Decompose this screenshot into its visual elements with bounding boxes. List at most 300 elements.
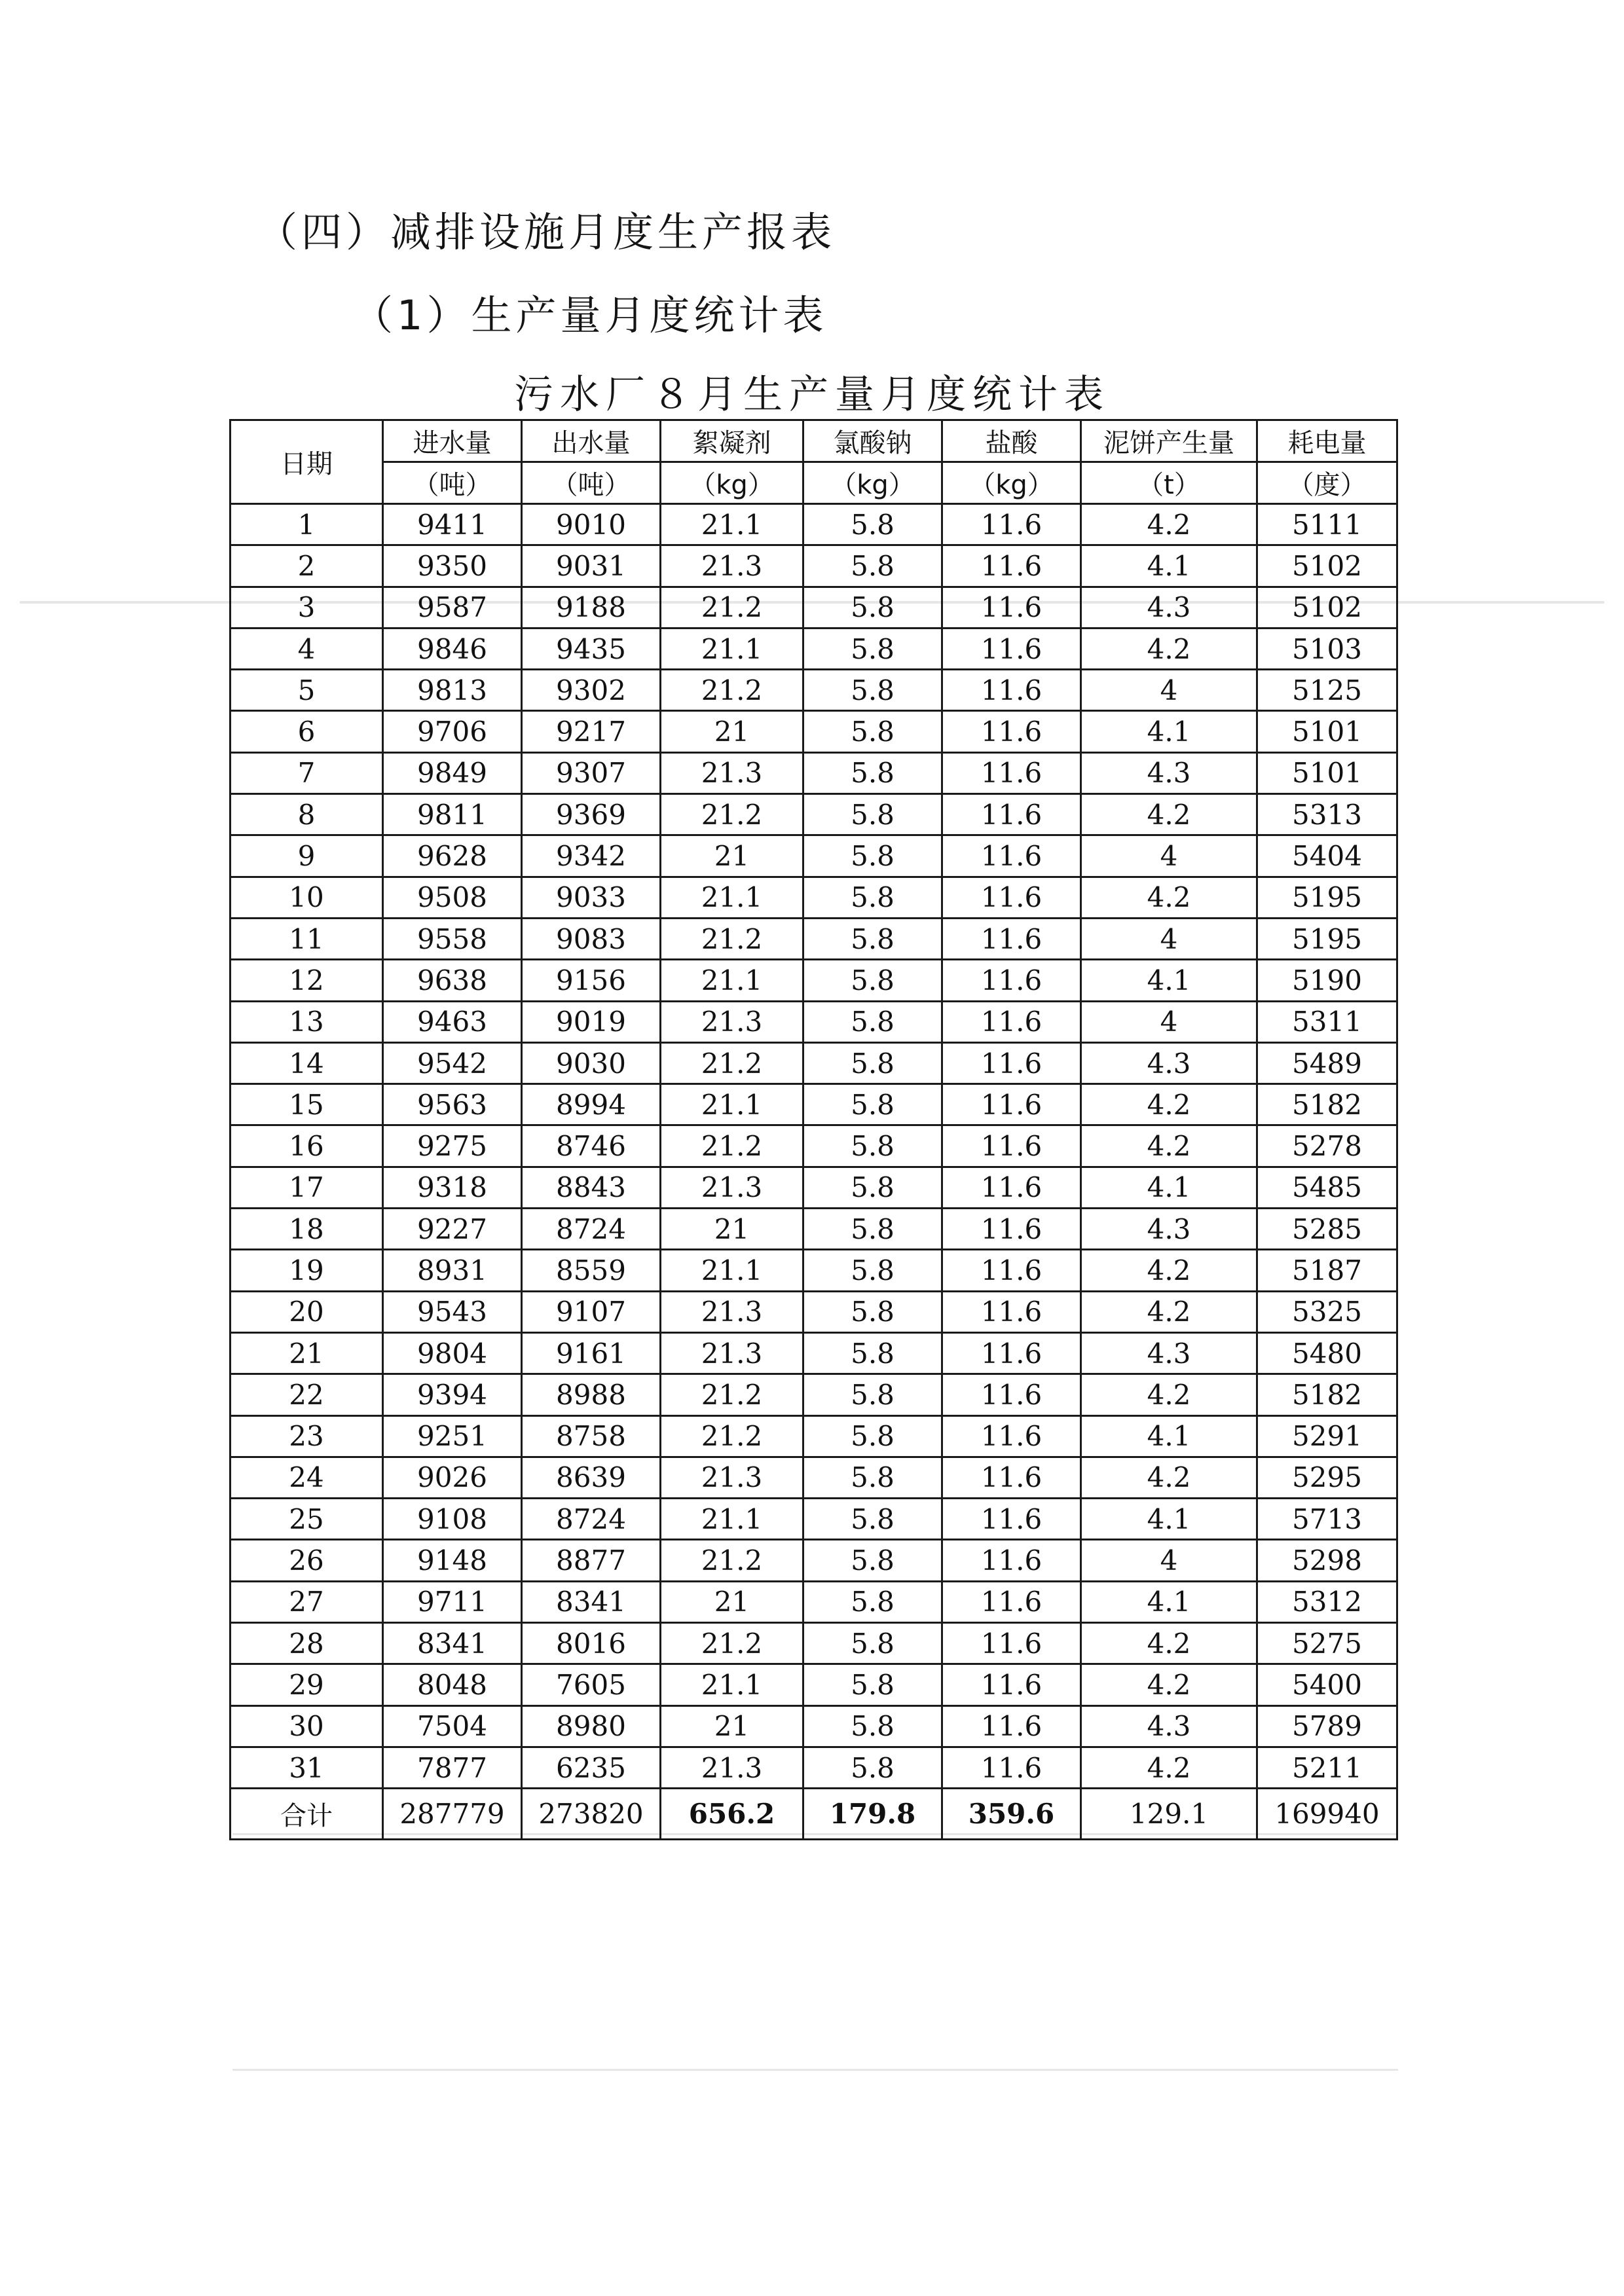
cell-sludge-cake: 4.1 [1081, 960, 1257, 1001]
cell-hydrochloric-acid: 11.6 [942, 1042, 1081, 1084]
cell-power: 5190 [1257, 960, 1397, 1001]
cell-hydrochloric-acid: 11.6 [942, 1332, 1081, 1374]
cell-hydrochloric-acid: 11.6 [942, 835, 1081, 877]
table-body [231, 504, 1397, 1789]
cell-sodium-chlorate: 5.8 [803, 1291, 942, 1332]
cell-inflow: 7877 [383, 1747, 522, 1788]
cell-sludge-cake: 4.2 [1081, 1125, 1257, 1167]
cell-sodium-chlorate: 5.8 [803, 1167, 942, 1208]
cell-power: 5101 [1257, 711, 1397, 752]
cell-date: 3 [231, 587, 383, 628]
cell-inflow: 9849 [383, 752, 522, 793]
cell-flocculant: 21.1 [661, 504, 803, 545]
cell-power: 5102 [1257, 587, 1397, 628]
cell-date: 21 [231, 1332, 383, 1374]
table-row [231, 711, 1397, 752]
cell-sludge-cake: 4.3 [1081, 752, 1257, 793]
cell-hydrochloric-acid: 11.6 [942, 1125, 1081, 1167]
cell-sodium-chlorate: 5.8 [803, 1623, 942, 1664]
cell-hydrochloric-acid: 11.6 [942, 1747, 1081, 1788]
cell-outflow: 8639 [522, 1457, 661, 1498]
cell-hydrochloric-acid: 11.6 [942, 1374, 1081, 1415]
unit-sludge-cake: （t） [1081, 462, 1257, 504]
table-row [231, 1705, 1397, 1747]
cell-sludge-cake: 4.2 [1081, 877, 1257, 918]
table-row [231, 1374, 1397, 1415]
bleed-through-line [232, 2069, 1398, 2071]
table-row [231, 628, 1397, 669]
cell-flocculant: 21.3 [661, 1291, 803, 1332]
cell-flocculant: 21.1 [661, 1250, 803, 1291]
cell-sludge-cake: 4.1 [1081, 1499, 1257, 1540]
cell-power: 5275 [1257, 1623, 1397, 1664]
cell-inflow: 9813 [383, 670, 522, 711]
cell-hydrochloric-acid: 11.6 [942, 1664, 1081, 1705]
cell-hydrochloric-acid: 11.6 [942, 628, 1081, 669]
header-power: 耗电量 [1257, 420, 1397, 462]
cell-sodium-chlorate: 5.8 [803, 1042, 942, 1084]
table-row [231, 1499, 1397, 1540]
cell-inflow: 9350 [383, 545, 522, 587]
cell-inflow: 9804 [383, 1332, 522, 1374]
cell-inflow: 9638 [383, 960, 522, 1001]
cell-inflow: 9706 [383, 711, 522, 752]
cell-inflow: 9846 [383, 628, 522, 669]
cell-hydrochloric-acid: 11.6 [942, 918, 1081, 959]
total-inflow: 287779 [383, 1789, 522, 1840]
cell-power: 5295 [1257, 1457, 1397, 1498]
cell-date: 13 [231, 1001, 383, 1042]
total-flocculant: 656.2 [661, 1789, 803, 1840]
cell-sodium-chlorate: 5.8 [803, 504, 942, 545]
cell-inflow: 8048 [383, 1664, 522, 1705]
cell-sludge-cake: 4.3 [1081, 1332, 1257, 1374]
cell-inflow: 9227 [383, 1209, 522, 1250]
cell-sodium-chlorate: 5.8 [803, 1499, 942, 1540]
table-title: 污水厂８月生产量月度统计表 [514, 372, 1110, 418]
table-row [231, 587, 1397, 628]
table-row [231, 545, 1397, 587]
cell-flocculant: 21.3 [661, 545, 803, 587]
cell-inflow: 9463 [383, 1001, 522, 1042]
cell-date: 15 [231, 1084, 383, 1125]
cell-sludge-cake: 4.3 [1081, 1042, 1257, 1084]
cell-inflow: 9394 [383, 1374, 522, 1415]
header-flocculant: 絮凝剂 [661, 420, 803, 462]
cell-inflow: 7504 [383, 1705, 522, 1747]
unit-power: （度） [1257, 462, 1397, 504]
table-footer [231, 1789, 1397, 1840]
cell-flocculant: 21.2 [661, 918, 803, 959]
cell-flocculant: 21.2 [661, 1125, 803, 1167]
cell-sludge-cake: 4.3 [1081, 587, 1257, 628]
cell-inflow: 9542 [383, 1042, 522, 1084]
cell-hydrochloric-acid: 11.6 [942, 1291, 1081, 1332]
cell-inflow: 9251 [383, 1415, 522, 1457]
cell-outflow: 9010 [522, 504, 661, 545]
cell-hydrochloric-acid: 11.6 [942, 1540, 1081, 1581]
cell-power: 5102 [1257, 545, 1397, 587]
cell-sludge-cake: 4 [1081, 918, 1257, 959]
cell-sodium-chlorate: 5.8 [803, 1747, 942, 1788]
table-header [231, 420, 1397, 504]
cell-date: 9 [231, 835, 383, 877]
cell-power: 5480 [1257, 1332, 1397, 1374]
cell-sodium-chlorate: 5.8 [803, 1664, 942, 1705]
table-row [231, 918, 1397, 959]
header-outflow: 出水量 [522, 420, 661, 462]
cell-power: 5713 [1257, 1499, 1397, 1540]
cell-date: 17 [231, 1167, 383, 1208]
cell-outflow: 9435 [522, 628, 661, 669]
cell-hydrochloric-acid: 11.6 [942, 1415, 1081, 1457]
table-row [231, 1457, 1397, 1498]
header-row-units [231, 462, 1397, 504]
cell-sludge-cake: 4 [1081, 835, 1257, 877]
cell-outflow: 8877 [522, 1540, 661, 1581]
cell-sludge-cake: 4.2 [1081, 1291, 1257, 1332]
cell-power: 5103 [1257, 628, 1397, 669]
cell-power: 5111 [1257, 504, 1397, 545]
cell-outflow: 8016 [522, 1623, 661, 1664]
cell-date: 1 [231, 504, 383, 545]
cell-sodium-chlorate: 5.8 [803, 835, 942, 877]
cell-sodium-chlorate: 5.8 [803, 670, 942, 711]
table-row [231, 1001, 1397, 1042]
cell-sodium-chlorate: 5.8 [803, 1084, 942, 1125]
production-statistics-table [229, 419, 1398, 1840]
cell-flocculant: 21.2 [661, 670, 803, 711]
cell-sludge-cake: 4.2 [1081, 794, 1257, 835]
cell-power: 5285 [1257, 1209, 1397, 1250]
cell-inflow: 9275 [383, 1125, 522, 1167]
cell-flocculant: 21.2 [661, 587, 803, 628]
sub-heading: （1）生产量月度统计表 [352, 291, 828, 339]
cell-hydrochloric-acid: 11.6 [942, 1457, 1081, 1498]
cell-sludge-cake: 4.1 [1081, 1581, 1257, 1622]
table-row [231, 877, 1397, 918]
cell-hydrochloric-acid: 11.6 [942, 877, 1081, 918]
unit-hydrochloric-acid: （kg） [942, 462, 1081, 504]
cell-power: 5485 [1257, 1167, 1397, 1208]
cell-hydrochloric-acid: 11.6 [942, 1001, 1081, 1042]
cell-hydrochloric-acid: 11.6 [942, 1250, 1081, 1291]
cell-sludge-cake: 4 [1081, 1001, 1257, 1042]
cell-date: 8 [231, 794, 383, 835]
table-row [231, 752, 1397, 793]
cell-sludge-cake: 4.2 [1081, 1664, 1257, 1705]
cell-date: 14 [231, 1042, 383, 1084]
cell-power: 5489 [1257, 1042, 1397, 1084]
total-hydrochloric-acid: 359.6 [942, 1789, 1081, 1840]
cell-date: 6 [231, 711, 383, 752]
cell-sodium-chlorate: 5.8 [803, 877, 942, 918]
table-row [231, 1623, 1397, 1664]
cell-date: 4 [231, 628, 383, 669]
cell-power: 5325 [1257, 1291, 1397, 1332]
cell-sodium-chlorate: 5.8 [803, 545, 942, 587]
cell-outflow: 8341 [522, 1581, 661, 1622]
cell-date: 27 [231, 1581, 383, 1622]
cell-sludge-cake: 4.1 [1081, 1167, 1257, 1208]
cell-sodium-chlorate: 5.8 [803, 1581, 942, 1622]
cell-inflow: 9108 [383, 1499, 522, 1540]
cell-power: 5298 [1257, 1540, 1397, 1581]
cell-flocculant: 21.1 [661, 628, 803, 669]
cell-date: 10 [231, 877, 383, 918]
cell-sodium-chlorate: 5.8 [803, 1209, 942, 1250]
cell-inflow: 9318 [383, 1167, 522, 1208]
cell-sludge-cake: 4 [1081, 670, 1257, 711]
cell-flocculant: 21.2 [661, 1623, 803, 1664]
cell-outflow: 9031 [522, 545, 661, 587]
cell-date: 30 [231, 1705, 383, 1747]
cell-inflow: 9811 [383, 794, 522, 835]
cell-sludge-cake: 4.2 [1081, 1747, 1257, 1788]
table-row [231, 835, 1397, 877]
cell-power: 5125 [1257, 670, 1397, 711]
cell-outflow: 9019 [522, 1001, 661, 1042]
table-row [231, 1581, 1397, 1622]
cell-flocculant: 21.1 [661, 1499, 803, 1540]
cell-power: 5312 [1257, 1581, 1397, 1622]
cell-sludge-cake: 4.2 [1081, 1250, 1257, 1291]
cell-hydrochloric-acid: 11.6 [942, 1209, 1081, 1250]
cell-date: 29 [231, 1664, 383, 1705]
cell-power: 5182 [1257, 1084, 1397, 1125]
cell-date: 20 [231, 1291, 383, 1332]
cell-sludge-cake: 4.2 [1081, 504, 1257, 545]
cell-hydrochloric-acid: 11.6 [942, 1581, 1081, 1622]
cell-sodium-chlorate: 5.8 [803, 794, 942, 835]
cell-sludge-cake: 4.1 [1081, 1415, 1257, 1457]
cell-sodium-chlorate: 5.8 [803, 1125, 942, 1167]
cell-outflow: 9033 [522, 877, 661, 918]
cell-sodium-chlorate: 5.8 [803, 711, 942, 752]
cell-hydrochloric-acid: 11.6 [942, 752, 1081, 793]
table-row [231, 794, 1397, 835]
cell-flocculant: 21.2 [661, 1415, 803, 1457]
total-power: 169940 [1257, 1789, 1397, 1840]
table-row [231, 1042, 1397, 1084]
cell-power: 5211 [1257, 1747, 1397, 1788]
cell-hydrochloric-acid: 11.6 [942, 794, 1081, 835]
header-hydrochloric-acid: 盐酸 [942, 420, 1081, 462]
cell-sludge-cake: 4.1 [1081, 545, 1257, 587]
cell-flocculant: 21.1 [661, 1084, 803, 1125]
cell-sodium-chlorate: 5.8 [803, 1457, 942, 1498]
cell-outflow: 9307 [522, 752, 661, 793]
cell-hydrochloric-acid: 11.6 [942, 711, 1081, 752]
unit-inflow: （吨） [383, 462, 522, 504]
cell-flocculant: 21.1 [661, 877, 803, 918]
cell-flocculant: 21.2 [661, 1374, 803, 1415]
header-inflow: 进水量 [383, 420, 522, 462]
cell-hydrochloric-acid: 11.6 [942, 545, 1081, 587]
cell-hydrochloric-acid: 11.6 [942, 670, 1081, 711]
section-heading: （四）减排设施月度生产报表 [257, 208, 836, 256]
total-outflow: 273820 [522, 1789, 661, 1840]
unit-outflow: （吨） [522, 462, 661, 504]
table-row [231, 1415, 1397, 1457]
cell-flocculant: 21.3 [661, 1167, 803, 1208]
cell-power: 5789 [1257, 1705, 1397, 1747]
cell-power: 5182 [1257, 1374, 1397, 1415]
cell-outflow: 8746 [522, 1125, 661, 1167]
table-row [231, 1125, 1397, 1167]
cell-date: 28 [231, 1623, 383, 1664]
cell-outflow: 8724 [522, 1209, 661, 1250]
unit-flocculant: （kg） [661, 462, 803, 504]
cell-outflow: 9342 [522, 835, 661, 877]
table-row [231, 960, 1397, 1001]
cell-sodium-chlorate: 5.8 [803, 1415, 942, 1457]
cell-flocculant: 21.3 [661, 1001, 803, 1042]
cell-power: 5400 [1257, 1664, 1397, 1705]
cell-date: 11 [231, 918, 383, 959]
cell-power: 5313 [1257, 794, 1397, 835]
cell-sludge-cake: 4.2 [1081, 1374, 1257, 1415]
cell-sludge-cake: 4.2 [1081, 1457, 1257, 1498]
cell-flocculant: 21 [661, 1581, 803, 1622]
cell-inflow: 9543 [383, 1291, 522, 1332]
cell-flocculant: 21.1 [661, 1664, 803, 1705]
cell-hydrochloric-acid: 11.6 [942, 1705, 1081, 1747]
cell-sodium-chlorate: 5.8 [803, 587, 942, 628]
cell-outflow: 9217 [522, 711, 661, 752]
cell-flocculant: 21 [661, 1209, 803, 1250]
cell-outflow: 6235 [522, 1747, 661, 1788]
cell-outflow: 9156 [522, 960, 661, 1001]
cell-inflow: 9508 [383, 877, 522, 918]
table-row [231, 1664, 1397, 1705]
cell-sodium-chlorate: 5.8 [803, 1374, 942, 1415]
cell-date: 22 [231, 1374, 383, 1415]
cell-flocculant: 21 [661, 835, 803, 877]
cell-outflow: 8988 [522, 1374, 661, 1415]
table-row [231, 1332, 1397, 1374]
cell-inflow: 8931 [383, 1250, 522, 1291]
total-row [231, 1789, 1397, 1840]
table-row [231, 504, 1397, 545]
cell-hydrochloric-acid: 11.6 [942, 504, 1081, 545]
cell-inflow: 9148 [383, 1540, 522, 1581]
cell-date: 26 [231, 1540, 383, 1581]
cell-power: 5291 [1257, 1415, 1397, 1457]
cell-flocculant: 21 [661, 711, 803, 752]
cell-sludge-cake: 4.3 [1081, 1705, 1257, 1747]
cell-date: 23 [231, 1415, 383, 1457]
cell-sodium-chlorate: 5.8 [803, 628, 942, 669]
cell-outflow: 8980 [522, 1705, 661, 1747]
cell-inflow: 9558 [383, 918, 522, 959]
cell-power: 5278 [1257, 1125, 1397, 1167]
cell-power: 5101 [1257, 752, 1397, 793]
cell-inflow: 9587 [383, 587, 522, 628]
header-sodium-chlorate: 氯酸钠 [803, 420, 942, 462]
cell-date: 7 [231, 752, 383, 793]
cell-inflow: 9563 [383, 1084, 522, 1125]
cell-flocculant: 21.3 [661, 1747, 803, 1788]
cell-inflow: 9711 [383, 1581, 522, 1622]
cell-sodium-chlorate: 5.8 [803, 1705, 942, 1747]
cell-date: 19 [231, 1250, 383, 1291]
cell-hydrochloric-acid: 11.6 [942, 587, 1081, 628]
table-row [231, 1209, 1397, 1250]
cell-outflow: 9302 [522, 670, 661, 711]
cell-inflow: 9026 [383, 1457, 522, 1498]
cell-inflow: 9411 [383, 504, 522, 545]
table-row [231, 1747, 1397, 1788]
unit-sodium-chlorate: （kg） [803, 462, 942, 504]
cell-flocculant: 21.2 [661, 1042, 803, 1084]
cell-hydrochloric-acid: 11.6 [942, 1167, 1081, 1208]
cell-power: 5311 [1257, 1001, 1397, 1042]
cell-flocculant: 21 [661, 1705, 803, 1747]
table-row [231, 1291, 1397, 1332]
table-row [231, 1084, 1397, 1125]
table-row [231, 1540, 1397, 1581]
cell-hydrochloric-acid: 11.6 [942, 1499, 1081, 1540]
cell-date: 16 [231, 1125, 383, 1167]
cell-outflow: 9369 [522, 794, 661, 835]
table-row [231, 1167, 1397, 1208]
cell-sodium-chlorate: 5.8 [803, 752, 942, 793]
cell-sodium-chlorate: 5.8 [803, 960, 942, 1001]
cell-sodium-chlorate: 5.8 [803, 1001, 942, 1042]
cell-outflow: 8758 [522, 1415, 661, 1457]
cell-outflow: 9030 [522, 1042, 661, 1084]
cell-power: 5195 [1257, 877, 1397, 918]
cell-sodium-chlorate: 5.8 [803, 918, 942, 959]
cell-flocculant: 21.3 [661, 752, 803, 793]
cell-sludge-cake: 4 [1081, 1540, 1257, 1581]
cell-power: 5404 [1257, 835, 1397, 877]
table-row [231, 1250, 1397, 1291]
cell-power: 5195 [1257, 918, 1397, 959]
cell-outflow: 8843 [522, 1167, 661, 1208]
cell-hydrochloric-acid: 11.6 [942, 1084, 1081, 1125]
cell-hydrochloric-acid: 11.6 [942, 960, 1081, 1001]
cell-flocculant: 21.2 [661, 794, 803, 835]
table-row [231, 670, 1397, 711]
header-sludge-cake: 泥饼产生量 [1081, 420, 1257, 462]
cell-sodium-chlorate: 5.8 [803, 1250, 942, 1291]
cell-date: 25 [231, 1499, 383, 1540]
cell-outflow: 9188 [522, 587, 661, 628]
cell-outflow: 9083 [522, 918, 661, 959]
cell-date: 2 [231, 545, 383, 587]
cell-flocculant: 21.2 [661, 1540, 803, 1581]
cell-date: 5 [231, 670, 383, 711]
total-sodium-chlorate: 179.8 [803, 1789, 942, 1840]
cell-hydrochloric-acid: 11.6 [942, 1623, 1081, 1664]
total-label: 合计 [231, 1789, 383, 1840]
cell-sodium-chlorate: 5.8 [803, 1540, 942, 1581]
cell-date: 12 [231, 960, 383, 1001]
cell-inflow: 9628 [383, 835, 522, 877]
cell-sodium-chlorate: 5.8 [803, 1332, 942, 1374]
cell-inflow: 8341 [383, 1623, 522, 1664]
cell-flocculant: 21.3 [661, 1457, 803, 1498]
cell-sludge-cake: 4.2 [1081, 1623, 1257, 1664]
cell-flocculant: 21.1 [661, 960, 803, 1001]
header-row-names [231, 420, 1397, 462]
cell-outflow: 9161 [522, 1332, 661, 1374]
cell-sludge-cake: 4.2 [1081, 628, 1257, 669]
cell-date: 24 [231, 1457, 383, 1498]
total-sludge-cake: 129.1 [1081, 1789, 1257, 1840]
